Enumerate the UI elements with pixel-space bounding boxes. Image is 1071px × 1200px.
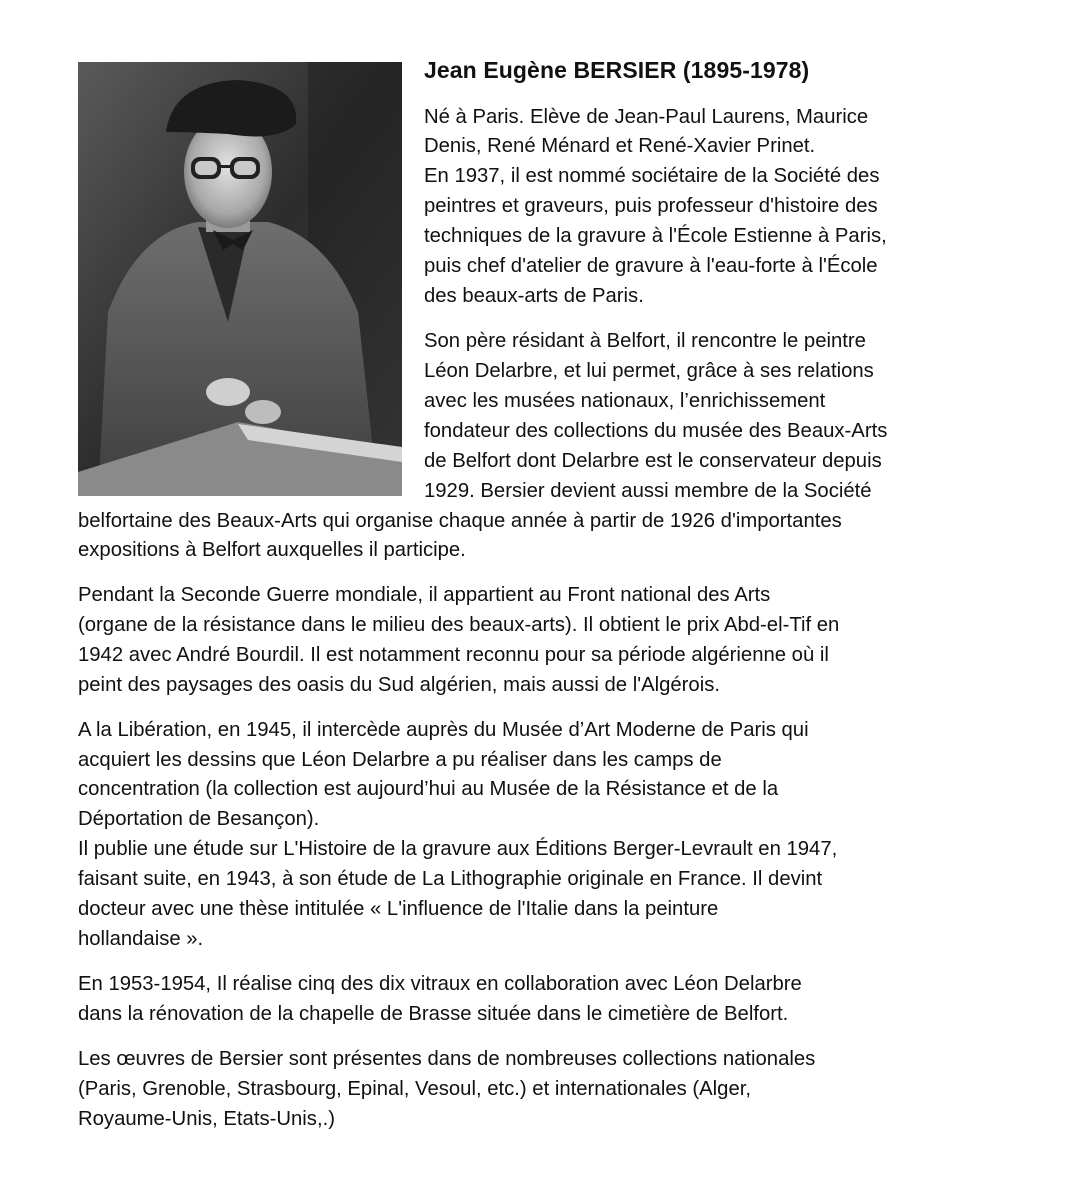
text-line: Déportation de Besançon).: [78, 808, 320, 830]
text-line: dans la rénovation de la chapelle de Brasse située dans le cimetière de Belfort.: [78, 1003, 789, 1025]
text-line: des beaux-arts de Paris.: [424, 285, 644, 307]
text-line: Léon Delarbre, et lui permet, grâce à ses relations: [424, 360, 874, 382]
text-line: belfortaine des Beaux-Arts qui organise chaque année à partir de 1926 d'importantes: [78, 510, 842, 532]
text-line: hollandaise ».: [78, 928, 204, 950]
text-line: Pendant la Seconde Guerre mondiale, il appartient au Front national des Arts: [78, 584, 771, 606]
text-line: peint des paysages des oasis du Sud algérien, mais aussi de l'Algérois.: [78, 674, 720, 696]
text-line: docteur avec une thèse intitulée « L'influence de l'Italie dans la peinture: [78, 898, 719, 920]
text-line: Né à Paris. Elève de Jean-Paul Laurens, Maurice: [424, 106, 869, 128]
text-line: Royaume-Unis, Etats-Unis,.): [78, 1108, 335, 1130]
text-line: (Paris, Grenoble, Strasbourg, Epinal, Vesoul, etc.) et internationales (Alger,: [78, 1078, 752, 1100]
text-line: concentration (la collection est aujourd’hui au Musée de la Résistance et de la: [78, 778, 779, 800]
text-line: acquiert les dessins que Léon Delarbre a pu réaliser dans les camps de: [78, 749, 722, 771]
text-line: Les œuvres de Bersier sont présentes dans de nombreuses collections nationales: [78, 1048, 816, 1070]
text-line: (organe de la résistance dans le milieu des beaux-arts). Il obtient le prix Abd-el-Tif en: [78, 614, 840, 636]
text-line: Il publie une étude sur L'Histoire de la gravure aux Éditions Berger-Levrault en 1947,: [78, 838, 838, 860]
text-line: fondateur des collections du musée des Beaux-Arts: [424, 420, 888, 442]
text-line: 1929. Bersier devient aussi membre de la Société: [424, 480, 872, 502]
text-line: techniques de la gravure à l'École Estienne à Paris,: [424, 225, 887, 247]
text-line: peintres et graveurs, puis professeur d'histoire des: [424, 195, 878, 217]
text-line: Son père résidant à Belfort, il rencontre le peintre: [424, 330, 866, 352]
text-line: Denis, René Ménard et René-Xavier Prinet.: [424, 135, 816, 157]
portrait-photo-icon: [78, 62, 402, 496]
page-title: Jean Eugène BERSIER (1895-1978): [424, 57, 810, 83]
text-line: En 1937, il est nommé sociétaire de la Société des: [424, 165, 880, 187]
text-line: expositions à Belfort auxquelles il participe.: [78, 539, 466, 561]
text-line: A la Libération, en 1945, il intercède auprès du Musée d’Art Moderne de Paris qui: [78, 719, 809, 741]
text-line: En 1953-1954, Il réalise cinq des dix vitraux en collaboration avec Léon Delarbre: [78, 973, 802, 995]
portrait-photo: [78, 62, 402, 496]
text-line: avec les musées nationaux, l’enrichissement: [424, 390, 826, 412]
text-line: faisant suite, en 1943, à son étude de La Lithographie originale en France. Il devint: [78, 868, 823, 890]
text-line: de Belfort dont Delarbre est le conservateur depuis: [424, 450, 882, 472]
text-line: 1942 avec André Bourdil. Il est notamment reconnu pour sa période algérienne où il: [78, 644, 829, 666]
text-line: puis chef d'atelier de gravure à l'eau-forte à l'École: [424, 255, 878, 277]
